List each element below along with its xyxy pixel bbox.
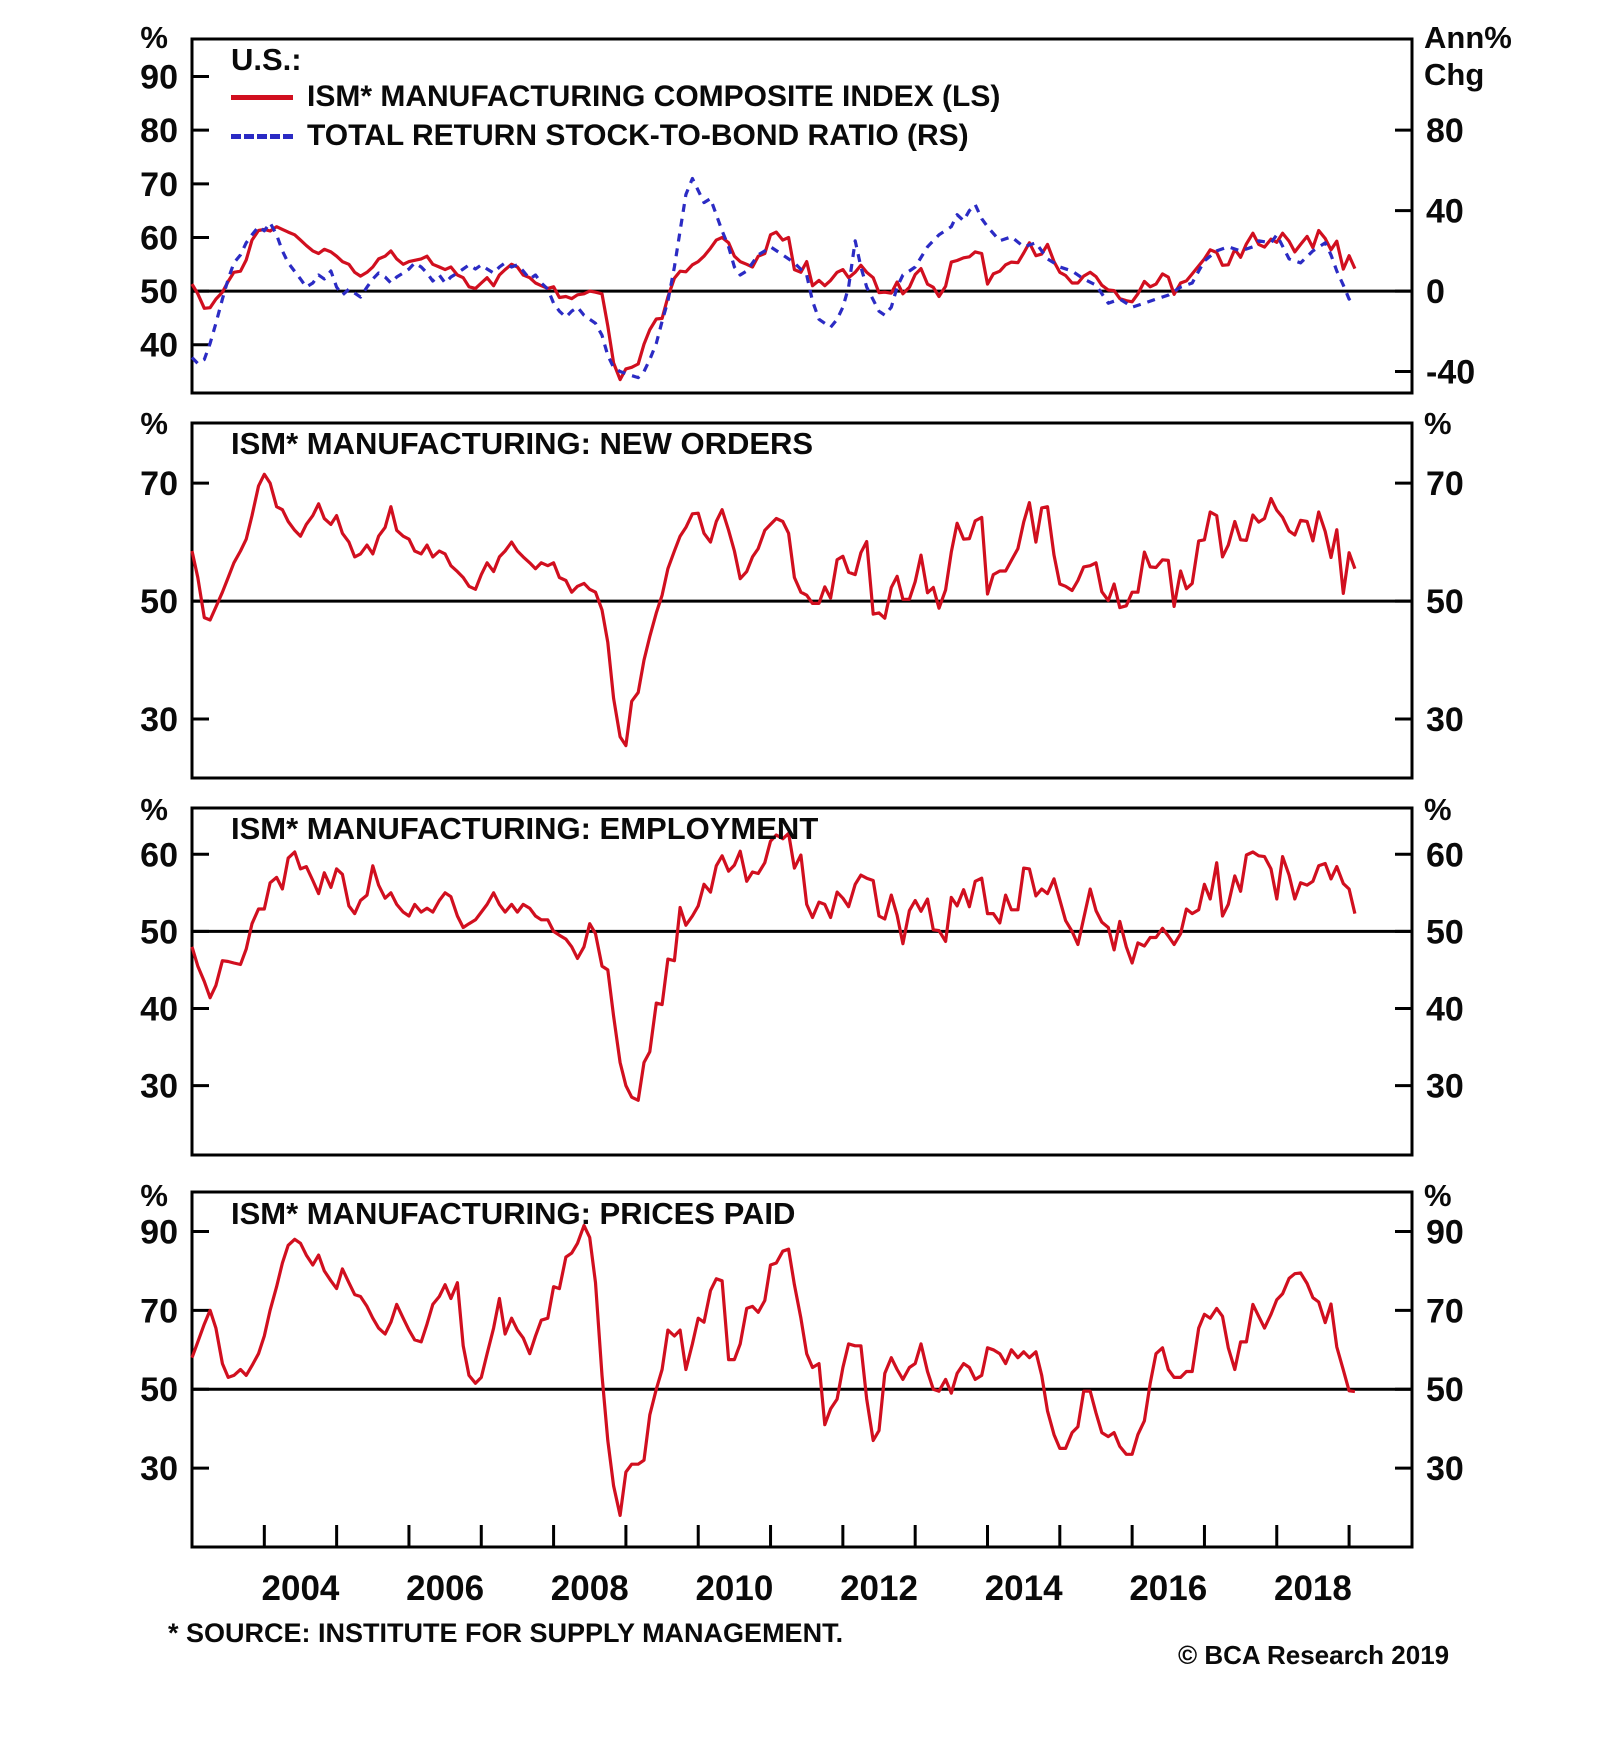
panel-border — [192, 1192, 1412, 1547]
right-tick-label: 60 — [1426, 836, 1464, 875]
right-tick-label: 30 — [1426, 1067, 1464, 1106]
right-tick-label: 0 — [1426, 273, 1445, 312]
series-ism-manufacturing-employment — [192, 833, 1355, 1100]
legend-item-composite-index — [231, 80, 1000, 114]
left-tick-label: 50 — [140, 273, 178, 312]
red-solid-line-swatch — [231, 95, 293, 100]
panel-title-new-orders: ISM* MANUFACTURING: NEW ORDERS — [231, 426, 814, 461]
left-tick-label: 40 — [140, 326, 178, 365]
right-tick-label: 50 — [1426, 583, 1464, 622]
right-axis-unit-panel1-line1: Ann% — [1424, 20, 1512, 55]
left-tick-label: 30 — [140, 1067, 178, 1106]
series-ism-manufacturing-new-orders — [192, 474, 1355, 745]
left-tick-label: 60 — [140, 219, 178, 258]
left-tick-label: 40 — [140, 990, 178, 1029]
right-axis-unit-panel1-line2: Chg — [1424, 57, 1485, 92]
x-year-label: 2016 — [1129, 1569, 1208, 1608]
right-axis-unit-panel3: % — [1424, 792, 1452, 827]
left-tick-label: 30 — [140, 701, 178, 740]
left-axis-unit-panel1: % — [140, 20, 168, 55]
left-tick-label: 70 — [140, 1292, 178, 1331]
left-tick-label: 80 — [140, 112, 178, 151]
right-tick-label: -40 — [1426, 353, 1476, 392]
x-year-label: 2008 — [550, 1569, 629, 1608]
left-axis-unit-panel3: % — [140, 792, 168, 827]
right-axis-unit-panel2: % — [1424, 406, 1452, 441]
copyright-notice: © BCA Research 2019 — [1178, 1640, 1450, 1670]
blue-dashed-line-swatch — [231, 134, 293, 139]
right-tick-label: 30 — [1426, 701, 1464, 740]
left-tick-label: 90 — [140, 58, 178, 97]
right-tick-label: 80 — [1426, 112, 1464, 151]
left-tick-label: 50 — [140, 913, 178, 952]
region-title: U.S.: — [231, 42, 302, 77]
right-tick-label: 90 — [1426, 1213, 1464, 1252]
left-tick-label: 90 — [140, 1213, 178, 1252]
x-year-label: 2012 — [840, 1569, 918, 1608]
series-ism-manufacturing-prices-paid — [192, 1226, 1355, 1516]
left-tick-label: 50 — [140, 583, 178, 622]
right-tick-label: 40 — [1426, 192, 1464, 231]
right-tick-label: 70 — [1426, 465, 1464, 504]
left-tick-label: 70 — [140, 465, 178, 504]
legend-item-stock-to-bond-ratio — [231, 119, 969, 153]
left-axis-unit-panel4: % — [140, 1178, 168, 1213]
x-year-label: 2004 — [261, 1569, 340, 1608]
left-axis-unit-panel2: % — [140, 406, 168, 441]
legend-label: TOTAL RETURN STOCK-TO-BOND RATIO (RS) — [307, 119, 969, 152]
series-total-return-stock-to-bond-ratio-rs- — [192, 179, 1355, 378]
panel-title-employment: ISM* MANUFACTURING: EMPLOYMENT — [231, 811, 819, 846]
x-year-label: 2006 — [406, 1569, 485, 1608]
panel-title-prices-paid: ISM* MANUFACTURING: PRICES PAID — [231, 1196, 796, 1231]
left-tick-label: 60 — [140, 836, 178, 875]
left-tick-label: 50 — [140, 1371, 178, 1410]
legend-label: ISM* MANUFACTURING COMPOSITE INDEX (LS) — [307, 80, 1001, 113]
right-tick-label: 40 — [1426, 990, 1464, 1029]
x-year-label: 2014 — [984, 1569, 1063, 1608]
x-year-label: 2018 — [1273, 1569, 1352, 1608]
source-note: * SOURCE: INSTITUTE FOR SUPPLY MANAGEMENT. — [168, 1618, 844, 1648]
right-tick-label: 50 — [1426, 1371, 1464, 1410]
x-year-label: 2010 — [695, 1569, 774, 1608]
right-tick-label: 30 — [1426, 1450, 1464, 1489]
right-tick-label: 70 — [1426, 1292, 1464, 1331]
left-tick-label: 30 — [140, 1450, 178, 1489]
right-axis-unit-panel4: % — [1424, 1178, 1452, 1213]
right-tick-label: 50 — [1426, 913, 1464, 952]
left-tick-label: 70 — [140, 165, 178, 204]
